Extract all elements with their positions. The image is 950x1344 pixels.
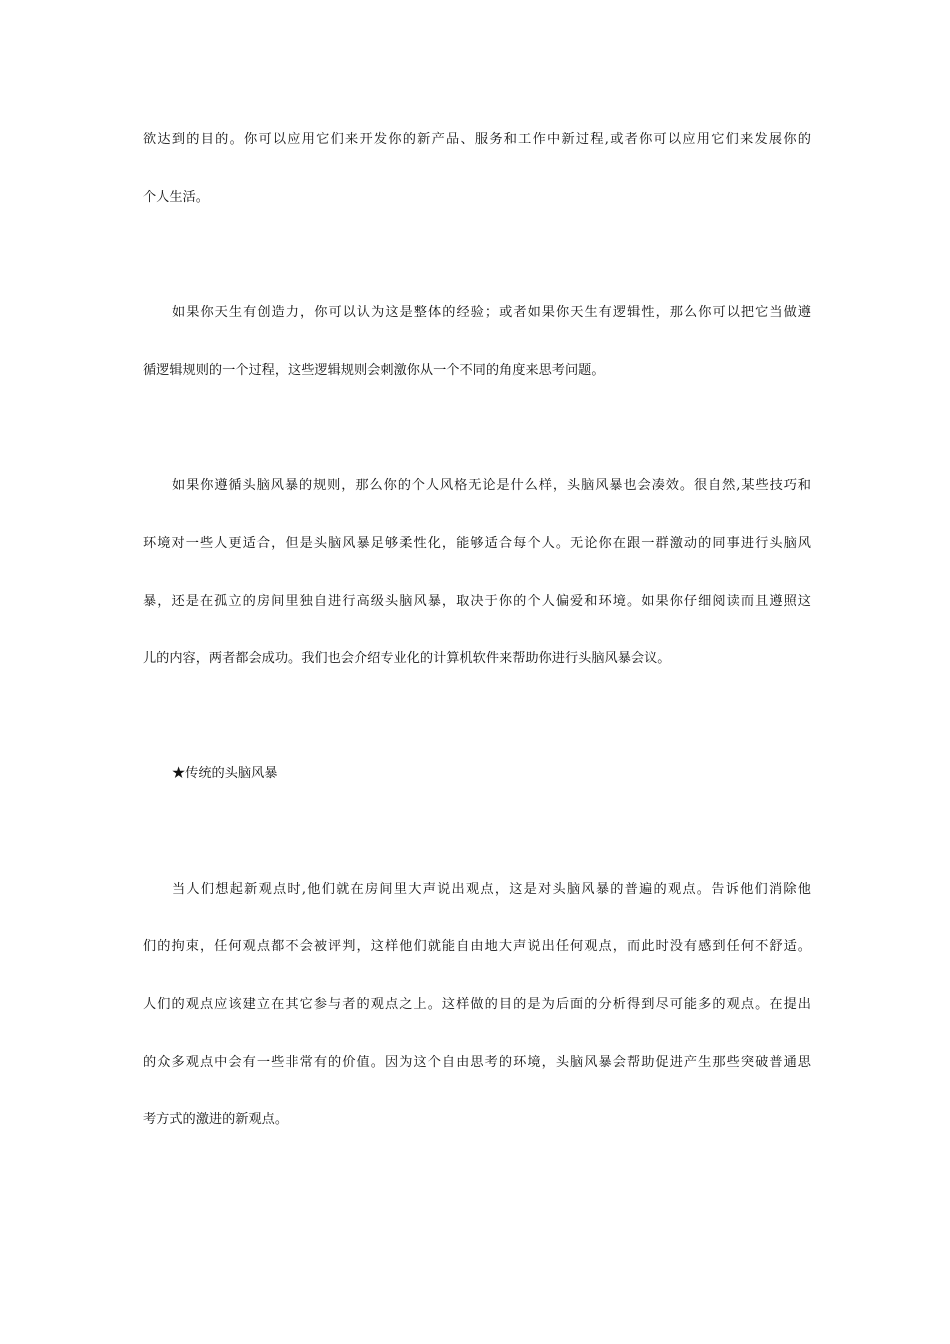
paragraph-2-line-1: 如果你天生有创造力，你可以认为这是整体的经验；或者如果你天生有逻辑性，那么你可以把它当做遵 <box>172 305 811 320</box>
section-heading: ★传统的头脑风暴 <box>172 766 278 781</box>
paragraph-4-line-3: 人们的观点应该建立在其它参与者的观点之上。这样做的目的是为后面的分析得到尽可能多的观点。在提出 <box>143 997 811 1012</box>
paragraph-3-line-1: 如果你遵循头脑风暴的规则，那么你的个人风格无论是什么样，头脑风暴也会凑效。很自然,某些技巧和 <box>172 478 811 493</box>
paragraph-1-line-2: 个人生活。 <box>143 190 209 205</box>
paragraph-1-line-1: 欲达到的目的。你可以应用它们来开发你的新产品、服务和工作中新过程,或者你可以应用它们来发展你的 <box>143 132 811 147</box>
paragraph-4-line-1: 当人们想起新观点时,他们就在房间里大声说出观点，这是对头脑风暴的普遍的观点。告诉他们消除他 <box>172 882 811 897</box>
paragraph-2-line-2: 循逻辑规则的一个过程，这些逻辑规则会刺激你从一个不同的角度来思考问题。 <box>143 363 605 378</box>
paragraph-3-line-3: 暴，还是在孤立的房间里独自进行高级头脑风暴，取决于你的个人偏爱和环境。如果你仔细阅读而且遵照这 <box>143 594 811 609</box>
paragraph-4-line-4: 的众多观点中会有一些非常有的价值。因为这个自由思考的环境，头脑风暴会帮助促进产生那些突破普通思 <box>143 1055 811 1070</box>
paragraph-3-line-4: 儿的内容，两者都会成功。我们也会介绍专业化的计算机软件来帮助你进行头脑风暴会议。 <box>143 651 671 666</box>
paragraph-3-line-2: 环境对一些人更适合，但是头脑风暴足够柔性化，能够适合每个人。无论你在跟一群激动的同事进行头脑风 <box>143 536 811 551</box>
paragraph-4-line-5: 考方式的激进的新观点。 <box>143 1112 289 1127</box>
paragraph-4-line-2: 们的拘束，任何观点都不会被评判，这样他们就能自由地大声说出任何观点，而此时没有感到任何不舒适。 <box>143 939 811 954</box>
